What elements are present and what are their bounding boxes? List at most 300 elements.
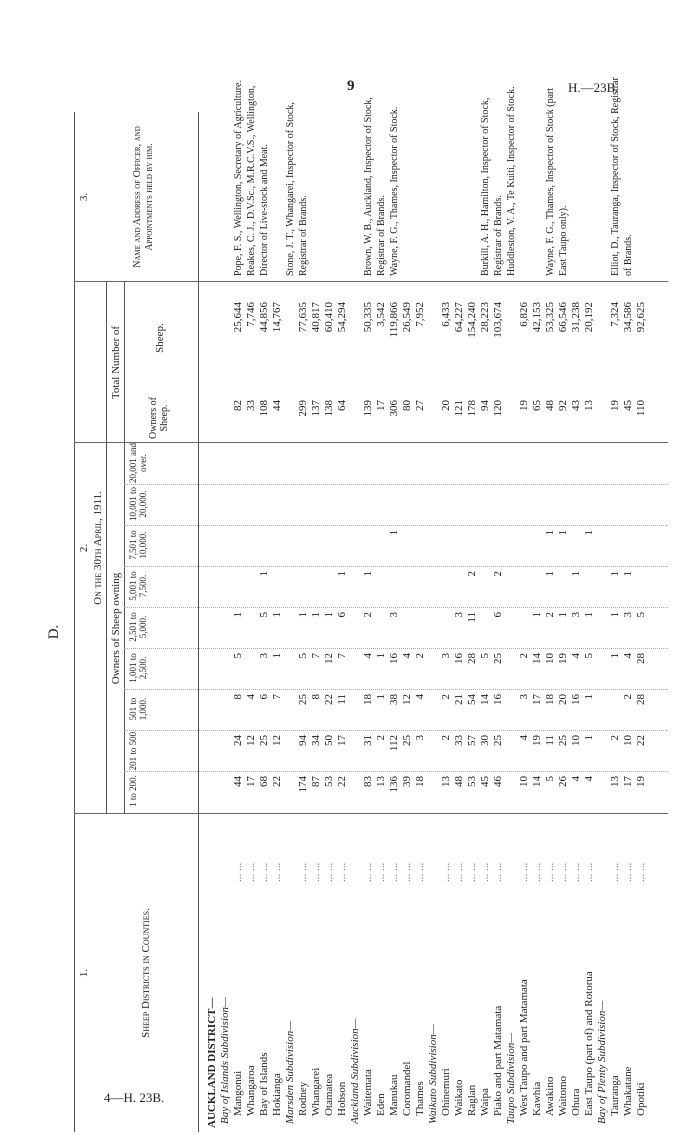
row-label: AUCKLAND DISTRICT—	[206, 997, 218, 1128]
total-owners-cell: 44	[271, 400, 283, 411]
total-sheep-cell: 66,546	[557, 302, 569, 333]
total-owners-cell: 65	[531, 400, 543, 411]
owner-count-cell: 17	[245, 776, 257, 787]
owner-count-cell: 1	[583, 530, 595, 536]
owner-count-cell: 8	[232, 694, 244, 700]
size-header-8: 10,001 to 20,000.	[128, 487, 148, 522]
owner-count-cell: 5	[258, 612, 270, 618]
leader-dots: ... ...	[440, 862, 452, 882]
owner-count-cell: 53	[466, 776, 478, 787]
row-label: Raglan	[466, 1084, 478, 1116]
owner-count-cell: 12	[323, 653, 335, 664]
owner-count-cell: 13	[375, 776, 387, 787]
total-owners-cell: 121	[453, 400, 465, 417]
owner-count-cell: 16	[570, 694, 582, 705]
total-sheep-cell: 7,324	[609, 302, 621, 327]
size-header-5: 2,501 to 5,000.	[128, 612, 148, 642]
leader-dots: ... ...	[479, 862, 491, 882]
owner-count-cell: 3	[518, 694, 530, 700]
owner-count-cell: 33	[453, 735, 465, 746]
total-sheep-cell: 7,746	[245, 302, 257, 327]
owner-count-cell: 20	[557, 694, 569, 705]
total-owners-cell: 20	[440, 400, 452, 411]
owner-count-cell: 5	[583, 653, 595, 659]
owner-count-cell: 4	[583, 776, 595, 782]
owner-count-cell: 4	[622, 653, 634, 659]
total-sheep-cell: 154,240	[466, 302, 478, 338]
row-label: Otamatea	[323, 1073, 335, 1116]
row-label: Marsden Subdivision—	[284, 1021, 296, 1124]
owner-count-cell: 1	[375, 694, 387, 700]
total-owners-cell: 137	[310, 400, 322, 417]
owner-count-cell: 17	[336, 735, 348, 746]
owner-count-cell: 1	[609, 571, 621, 577]
owner-count-cell: 28	[635, 694, 647, 705]
owner-count-cell: 25	[492, 735, 504, 746]
total-sheep-cell: 6,826	[518, 302, 530, 327]
total-sheep-cell: 3,542	[375, 302, 387, 327]
total-sheep-cell: 14,767	[271, 302, 283, 333]
leader-dots: ... ...	[583, 862, 595, 882]
officer-line: Elliot, D., Tauranga, Inspector of Stock, Registrar	[610, 77, 621, 276]
owner-count-cell: 83	[362, 776, 374, 787]
total-sheep-cell: 40,817	[310, 302, 322, 333]
row-label: Manukau	[388, 1074, 400, 1116]
total-sheep-cell: 26,549	[401, 302, 413, 333]
leader-dots: ... ...	[544, 862, 556, 882]
owners-col-header: Owners of Sheep.	[148, 397, 170, 439]
owner-count-cell: 5	[544, 776, 556, 782]
leader-dots: ... ...	[310, 862, 322, 882]
owner-count-cell: 1	[583, 612, 595, 618]
table-row	[323, 112, 336, 1132]
officer-line: Wayne, F. G., Thames, Inspector of Stock (part	[545, 87, 556, 276]
owner-count-cell: 18	[362, 694, 374, 705]
owner-count-cell: 25	[258, 735, 270, 746]
row-label: Waitomo	[557, 1075, 569, 1116]
total-sheep-cell: 77,635	[297, 302, 309, 333]
table-row	[453, 112, 466, 1132]
table-row	[583, 112, 596, 1132]
owner-count-cell: 6	[336, 612, 348, 618]
row-label: West Taupo and part Matamata	[518, 979, 530, 1116]
owner-count-cell: 22	[336, 776, 348, 787]
total-owners-cell: 299	[297, 400, 309, 417]
table-row	[310, 112, 323, 1132]
owner-count-cell: 5	[479, 653, 491, 659]
owner-count-cell: 2	[440, 735, 452, 741]
total-owners-cell: 110	[635, 400, 647, 417]
total-owners-cell: 80	[401, 400, 413, 411]
owner-count-cell: 18	[414, 776, 426, 787]
owner-count-cell: 1	[388, 530, 400, 536]
row-label: Waitemata	[362, 1069, 374, 1116]
total-sheep-cell: 42,153	[531, 302, 543, 333]
size-header-7: 7,501 to 10,000.	[128, 530, 148, 560]
total-sheep-cell: 25,644	[232, 302, 244, 333]
owner-count-cell: 24	[232, 735, 244, 746]
owner-count-cell: 4	[570, 653, 582, 659]
total-sheep-cell: 92,625	[635, 302, 647, 333]
owner-count-cell: 1	[271, 653, 283, 659]
total-owners-cell: 19	[609, 400, 621, 411]
table-header-rule	[198, 112, 199, 1132]
total-sheep-cell: 50,335	[362, 302, 374, 333]
table-letter: D.	[46, 624, 62, 640]
owner-count-cell: 31	[362, 735, 374, 746]
total-owners-cell: 92	[557, 400, 569, 411]
owner-count-cell: 1	[557, 530, 569, 536]
owner-count-cell: 39	[401, 776, 413, 787]
leader-dots: ... ...	[466, 862, 478, 882]
owner-count-cell: 14	[479, 694, 491, 705]
owner-count-cell: 45	[479, 776, 491, 787]
owner-count-cell: 1	[583, 694, 595, 700]
owner-count-cell: 136	[388, 776, 400, 793]
owner-count-cell: 1	[544, 571, 556, 577]
total-owners-cell: 178	[466, 400, 478, 417]
leader-dots: ... ...	[635, 862, 647, 882]
owner-count-cell: 25	[557, 735, 569, 746]
leader-dots: ... ...	[375, 862, 387, 882]
owner-count-cell: 2	[375, 735, 387, 741]
total-sheep-cell: 103,674	[492, 302, 504, 338]
total-sheep-cell: 34,586	[622, 302, 634, 333]
officer-line: Registrar of Brands.	[298, 195, 309, 276]
owner-count-cell: 22	[323, 694, 335, 705]
row-label: Whangaroa	[245, 1065, 257, 1116]
owner-count-cell: 57	[466, 735, 478, 746]
officer-line: of Brands.	[623, 234, 634, 276]
table-row	[570, 112, 583, 1132]
officer-line: Brown, W. B., Auckland, Inspector of Stock,	[363, 97, 374, 276]
owner-count-cell: 5	[297, 653, 309, 659]
owner-count-cell: 17	[531, 694, 543, 705]
owner-count-cell: 54	[466, 694, 478, 705]
owner-count-cell: 16	[492, 694, 504, 705]
owner-count-cell: 34	[310, 735, 322, 746]
owner-count-cell: 7	[336, 653, 348, 659]
owner-count-cell: 1	[544, 530, 556, 536]
owner-count-cell: 12	[245, 735, 257, 746]
owner-count-cell: 3	[388, 612, 400, 618]
owner-count-cell: 11	[544, 735, 556, 746]
owner-count-cell: 17	[622, 776, 634, 787]
row-label: Ohura	[570, 1088, 582, 1116]
owner-count-cell: 1	[531, 612, 543, 618]
total-owners-cell: 19	[518, 400, 530, 411]
owner-count-cell: 22	[271, 776, 283, 787]
owner-count-cell: 4	[245, 694, 257, 700]
row-label: Tauranga	[609, 1075, 621, 1116]
owner-count-cell: 10	[570, 735, 582, 746]
owner-count-cell: 2	[518, 653, 530, 659]
owner-count-cell: 1	[271, 612, 283, 618]
owner-count-cell: 30	[479, 735, 491, 746]
owner-count-cell: 1	[622, 571, 634, 577]
total-owners-cell: 94	[479, 400, 491, 411]
owner-count-cell: 3	[570, 612, 582, 618]
officer-line: Reakes, C. J., D.V.Sc., M.R.C.V.S., Wellington,	[246, 85, 257, 276]
table-row	[531, 112, 544, 1132]
owner-count-cell: 25	[297, 694, 309, 705]
leader-dots: ... ...	[557, 862, 569, 882]
owner-count-cell: 21	[453, 694, 465, 705]
owner-count-cell: 2	[622, 694, 634, 700]
owner-count-cell: 10	[518, 776, 530, 787]
owner-count-cell: 5	[232, 653, 244, 659]
owner-count-cell: 7	[310, 653, 322, 659]
footer-reference: 4—H. 23B.	[104, 1090, 165, 1105]
size-header-4: 1,001 to 2,500.	[128, 653, 148, 683]
table-row	[206, 112, 219, 1132]
size-header-6: 5,001 to 7,500.	[128, 571, 148, 601]
row-label: Bay of Islands	[258, 1052, 270, 1116]
owner-count-cell: 112	[388, 735, 400, 752]
owner-count-cell: 1	[375, 653, 387, 659]
owner-count-cell: 14	[531, 776, 543, 787]
owner-count-cell: 10	[544, 653, 556, 664]
table-row	[440, 112, 453, 1132]
table-row	[635, 112, 648, 1132]
row-label: Hobson	[336, 1081, 348, 1116]
owner-count-cell: 94	[297, 735, 309, 746]
leader-dots: ... ...	[232, 862, 244, 882]
owner-count-cell: 2	[492, 571, 504, 577]
col1-title: Sheep Districts in Counties.	[140, 908, 152, 1038]
owner-count-cell: 44	[232, 776, 244, 787]
col2-number: 2.	[78, 543, 90, 553]
page-number: 9	[347, 78, 355, 94]
owner-count-cell: 2	[440, 694, 452, 700]
leader-dots: ... ...	[388, 862, 400, 882]
total-header: Total Number of	[110, 325, 122, 400]
officer-line: Registrar of Brands.	[493, 195, 504, 276]
officer-line: Registrar of Brands.	[376, 195, 387, 276]
owner-count-cell: 14	[531, 653, 543, 664]
officer-line: Burkill, A. H., Hamilton, Inspector of Stock,	[480, 97, 491, 276]
owner-count-cell: 2	[544, 612, 556, 618]
owner-count-cell: 1	[336, 571, 348, 577]
leader-dots: ... ...	[609, 862, 621, 882]
owner-count-cell: 46	[492, 776, 504, 787]
leader-dots: ... ...	[453, 862, 465, 882]
row-label: Waikato Subdivision—	[427, 1024, 439, 1124]
owner-count-cell: 1	[258, 571, 270, 577]
owner-count-cell: 1	[362, 571, 374, 577]
total-owners-cell: 17	[375, 400, 387, 411]
col3-title: Name and Address of Officer, and Appointments held by him.	[132, 126, 155, 268]
officer-line: Pope, F. S., Wellington, Secretary of Agriculture.	[233, 80, 244, 276]
leader-dots: ... ...	[414, 862, 426, 882]
officer-line: Director of Live-stock and Meat.	[259, 144, 270, 276]
owner-count-cell: 1	[609, 653, 621, 659]
owner-count-cell: 4	[570, 776, 582, 782]
owner-count-cell: 19	[557, 653, 569, 664]
total-owners-cell: 13	[583, 400, 595, 411]
row-label: Whangarei	[310, 1067, 322, 1116]
table-row	[466, 112, 479, 1132]
size-header-9: 20,001 and over.	[128, 443, 148, 483]
row-label: Taupo Subdivision—	[505, 1033, 517, 1124]
owner-count-cell: 4	[518, 735, 530, 741]
leader-dots: ... ...	[401, 862, 413, 882]
row-label: Auckland Subdivision—	[349, 1018, 361, 1124]
owner-count-cell: 12	[401, 694, 413, 705]
total-sheep-cell: 60,410	[323, 302, 335, 333]
leader-dots: ... ...	[297, 862, 309, 882]
officer-line: Stone, J. T., Whangarei, Inspector of Stock,	[285, 102, 296, 276]
col2-date: On the 30th April, 1911.	[92, 491, 104, 605]
owner-count-cell: 3	[622, 612, 634, 618]
owner-count-cell: 5	[635, 612, 647, 618]
owner-count-cell: 8	[310, 694, 322, 700]
total-owners-cell: 64	[336, 400, 348, 411]
owner-count-cell: 6	[492, 612, 504, 618]
total-owners-cell: 48	[544, 400, 556, 411]
size-header-3: 501 to 1,000.	[128, 697, 148, 721]
leader-dots: ... ...	[362, 862, 374, 882]
owner-count-cell: 25	[401, 735, 413, 746]
leader-dots: ... ...	[622, 862, 634, 882]
owner-count-cell: 3	[440, 653, 452, 659]
owner-count-cell: 11	[336, 694, 348, 705]
leader-dots: ... ...	[570, 862, 582, 882]
owner-count-cell: 18	[544, 694, 556, 705]
row-label: Thames	[414, 1081, 426, 1116]
owner-count-cell: 10	[622, 735, 634, 746]
owner-count-cell: 4	[414, 694, 426, 700]
owner-count-cell: 87	[310, 776, 322, 787]
owner-count-cell: 16	[453, 653, 465, 664]
owner-count-cell: 2	[362, 612, 374, 618]
owner-count-cell: 50	[323, 735, 335, 746]
size-header-2: 201 to 500.	[128, 729, 138, 771]
owner-count-cell: 12	[271, 735, 283, 746]
row-label: Ohinemuri	[440, 1068, 452, 1116]
owner-count-cell: 4	[362, 653, 374, 659]
table-row	[596, 112, 609, 1132]
row-label: Kawhia	[531, 1081, 543, 1116]
row-label: Eden	[375, 1093, 387, 1116]
leader-dots: ... ...	[258, 862, 270, 882]
total-sheep-cell: 54,294	[336, 302, 348, 333]
row-label: East Taupo (part of) and Rotorua	[583, 971, 595, 1116]
total-owners-cell: 43	[570, 400, 582, 411]
leader-dots: ... ...	[271, 862, 283, 882]
owner-count-cell: 68	[258, 776, 270, 787]
size-header-1: 1 to 200.	[128, 775, 138, 807]
row-label: Hokianga	[271, 1073, 283, 1116]
document-reference: H.—23B.	[568, 80, 619, 95]
row-label: Coromandel	[401, 1061, 413, 1116]
table-row	[336, 112, 349, 1132]
sheep-col-header: Sheep.	[154, 323, 166, 353]
total-owners-cell: 45	[622, 400, 634, 411]
total-owners-cell: 139	[362, 400, 374, 417]
owner-count-cell: 26	[557, 776, 569, 787]
owner-count-cell: 7	[271, 694, 283, 700]
row-label: Bay of Plenty Subdivision—	[596, 1000, 608, 1124]
table-row	[414, 112, 427, 1132]
total-sheep-cell: 20,192	[583, 302, 595, 333]
owner-count-cell: 1	[609, 612, 621, 618]
row-label: Waipa	[479, 1088, 491, 1116]
total-owners-cell: 82	[232, 400, 244, 411]
owner-count-cell: 19	[531, 735, 543, 746]
table-row	[219, 112, 232, 1132]
table-row	[427, 112, 440, 1132]
total-owners-cell: 306	[388, 400, 400, 417]
total-owners-cell: 27	[414, 400, 426, 411]
owner-count-cell: 1	[570, 571, 582, 577]
owner-count-cell: 22	[635, 735, 647, 746]
col3-number: 3.	[78, 192, 90, 202]
row-label: Piako and part Matamata	[492, 1005, 504, 1116]
owner-count-cell: 6	[258, 694, 270, 700]
owner-count-cell: 1	[323, 612, 335, 618]
owner-count-cell: 2	[466, 571, 478, 577]
owner-count-cell: 1	[557, 612, 569, 618]
table-row	[401, 112, 414, 1132]
col1-number: 1.	[78, 968, 90, 978]
owner-count-cell: 1	[310, 612, 322, 618]
owner-count-cell: 1	[297, 612, 309, 618]
owner-count-cell: 38	[388, 694, 400, 705]
table-row	[518, 112, 531, 1132]
owner-count-cell: 4	[401, 653, 413, 659]
owner-count-cell: 48	[453, 776, 465, 787]
owner-count-cell: 3	[258, 653, 270, 659]
total-owners-cell: 108	[258, 400, 270, 417]
total-sheep-cell: 64,227	[453, 302, 465, 333]
col2-rule	[106, 282, 107, 814]
owner-count-cell: 2	[609, 735, 621, 741]
leader-dots: ... ...	[323, 862, 335, 882]
owner-count-cell: 16	[388, 653, 400, 664]
total-sheep-cell: 28,223	[479, 302, 491, 333]
leader-dots: ... ...	[492, 862, 504, 882]
table-top-rule	[74, 112, 75, 1132]
total-sheep-cell: 31,238	[570, 302, 582, 333]
subheader-rule	[124, 282, 125, 814]
owner-count-cell: 13	[440, 776, 452, 787]
owner-count-cell: 13	[609, 776, 621, 787]
owner-count-cell: 53	[323, 776, 335, 787]
officer-line: Huddleston, V. A., Te Kuiti, Inspector of Stock.	[506, 86, 517, 276]
row-label: Waikato	[453, 1079, 465, 1116]
leader-dots: ... ...	[518, 862, 530, 882]
owner-count-cell: 1	[583, 735, 595, 741]
row-label: Opotiki	[635, 1082, 647, 1116]
owner-count-cell: 3	[414, 735, 426, 741]
total-sheep-cell: 6,433	[440, 302, 452, 327]
officer-line: Wayne, F. G., Thames, Inspector of Stock.	[389, 106, 400, 276]
owner-count-cell: 28	[466, 653, 478, 664]
owner-count-cell: 11	[466, 612, 478, 623]
owner-count-cell: 1	[232, 612, 244, 618]
leader-dots: ... ...	[531, 862, 543, 882]
table-row	[349, 112, 362, 1132]
owners-header: Owners of Sheep owning	[110, 572, 122, 685]
owner-count-cell: 25	[492, 653, 504, 664]
total-sheep-cell: 44,856	[258, 302, 270, 333]
total-owners-cell: 120	[492, 400, 504, 417]
row-label: Awakino	[544, 1076, 556, 1116]
total-owners-cell: 33	[245, 400, 257, 411]
total-owners-cell: 138	[323, 400, 335, 417]
table-row	[271, 112, 284, 1132]
